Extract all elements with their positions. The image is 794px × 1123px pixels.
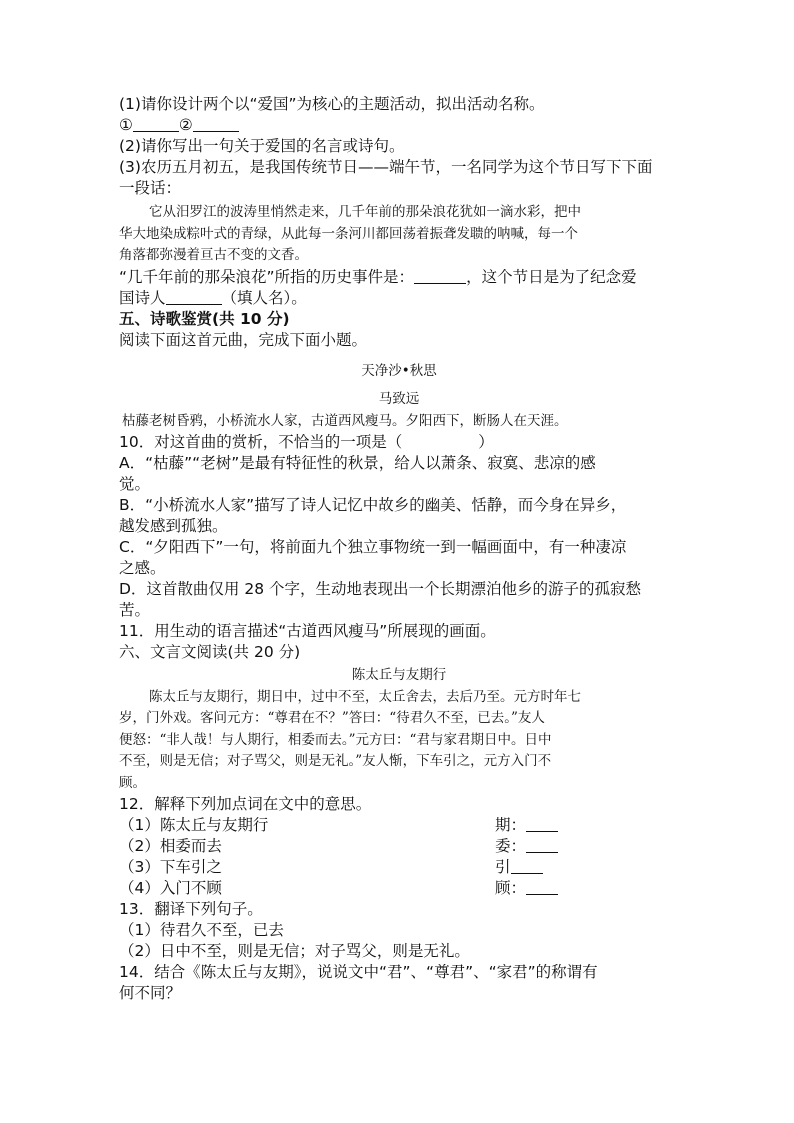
passage-line: 华大地染成粽叶式的青绿，从此每一条河川都回荡着振聋发聩的呐喊，每一个 [119, 225, 578, 242]
poem-author: 马致远 [378, 391, 420, 407]
q12-word-slot [495, 836, 558, 857]
q12-word: 引 [495, 858, 511, 876]
patriot-q3-line1: (3)农历五月初五，是我国传统节日——端午节，一名同学为这个节日写下下面 [119, 158, 653, 176]
q10-option-b: B．“小桥流水人家”描写了诗人记忆中故乡的幽美、恬静，而今身在异乡， [119, 496, 627, 514]
duanwu-passage [119, 202, 679, 267]
passage-line: 角落都弥漫着亘古不变的文香。 [119, 247, 308, 263]
fill-text: （填人名）。 [221, 288, 307, 307]
q13-item: （2）日中不至，则是无信；对子骂父，则是无礼。 [119, 942, 470, 960]
passage-line: 顾。 [119, 774, 146, 791]
q12-stem: 12．解释下列加点词在文中的意思。 [119, 795, 372, 813]
patriot-q2: (2)请你写出一句关于爱国的名言或诗句。 [119, 137, 405, 155]
patriot-q3-fill1 [119, 267, 679, 288]
q10-close-paren: ） [478, 433, 494, 451]
q13-stem: 13．翻译下列句子。 [119, 900, 263, 918]
q12-answer-blank[interactable] [511, 858, 543, 874]
fill-text: ，这个节日是为了纪念爱 [466, 267, 637, 286]
fill-text: 国诗人 [119, 288, 166, 307]
patriot-q3-fill2 [119, 288, 679, 309]
poet-name-blank[interactable] [166, 289, 222, 305]
q12-item [119, 836, 679, 857]
q12-answer-blank[interactable] [526, 837, 558, 853]
q12-word-slot [495, 878, 558, 899]
page-content [119, 94, 679, 1004]
q12-item-text: （3）下车引之 [119, 858, 222, 876]
q12-word-slot [495, 815, 558, 836]
passage-line: 便怒：“非人哉！与人期行，相委而去。”元方曰：“君与家君期日中。日中 [119, 731, 552, 748]
patriot-q1: (1)请你设计两个以“爱国”为核心的主题活动，拟出活动名称。 [119, 95, 545, 113]
q12-item-text: （4）入门不顾 [119, 879, 222, 897]
q13-item: （1）待君久不至，已去 [119, 921, 284, 939]
q12-answer-blank[interactable] [526, 879, 558, 895]
passage-line: 它从汨罗江的波涛里悄然走来，几千年前的那朵浪花犹如一滴水彩，把中 [149, 204, 581, 220]
classical-passage [119, 687, 679, 795]
q12-item-text: （2）相委而去 [119, 837, 222, 855]
blank-label-2: ② [178, 116, 193, 134]
passage-line: 陈太丘与友期行，期日中，过中不至，太丘舍去，去后乃至。元方时年七 [149, 688, 581, 705]
q10-option-c-cont: 之感。 [119, 559, 166, 577]
q12-word-slot [495, 857, 543, 878]
classical-passage-title: 陈太丘与友期行 [351, 667, 447, 683]
q12-word: 期： [495, 816, 527, 834]
q12-item [119, 878, 679, 899]
blank-label-1: ① [119, 116, 133, 134]
passage-line: 岁，门外戏。客问元方：“尊君在不？”答曰：“待君久不至，已去。”友人 [119, 710, 545, 726]
q14-line1: 14．结合《陈太丘与友期》，说说文中“君”、“尊君”、“家君”的称谓有 [119, 963, 598, 981]
q10-option-d-cont: 苦。 [119, 601, 151, 619]
q12-word: 委： [495, 837, 527, 855]
q12-item [119, 815, 679, 836]
q10-option-a: A．“枯藤”“老树”是最有特征性的秋景，给人以萧条、寂寞、悲凉的感 [119, 454, 596, 472]
q12-item-text: （1）陈太丘与友期行 [119, 816, 269, 834]
q10-stem-text: 10．对这首曲的赏析，不恰当的一项是（ [119, 433, 403, 451]
answer-blank-2[interactable] [193, 116, 239, 132]
poem-text: 枯藤老树昏鸦，小桥流水人家，古道西风瘦马。夕阳西下，断肠人在天涯。 [122, 412, 568, 429]
q11: 11．用生动的语言描述“古道西风瘦马”所展现的画面。 [119, 622, 496, 640]
q10-option-c: C．“夕阳西下”一句，将前面九个独立事物统一到一幅画面中，有一种凄凉 [119, 538, 627, 556]
q10-option-b-cont: 越发感到孤独。 [119, 517, 228, 535]
q12-item [119, 857, 679, 878]
q10-option-a-cont: 觉。 [119, 475, 151, 493]
passage-line: 不至，则是无信；对子骂父，则是无礼。”友人惭，下车引之，元方入门不 [119, 753, 552, 769]
answer-blank-1[interactable] [133, 116, 179, 132]
q14-line2: 何不同？ [119, 984, 182, 1002]
poem-title: 天净沙•秋思 [361, 362, 437, 379]
section-6-title: 六、文言文阅读(共 20 分) [119, 643, 301, 661]
poetry-instruction: 阅读下面这首元曲，完成下面小题。 [119, 330, 368, 349]
section-5-title: 五、诗歌鉴赏(共 10 分) [119, 309, 290, 328]
q10-stem [119, 432, 679, 453]
event-blank[interactable] [414, 268, 466, 284]
q12-word: 顾： [495, 879, 527, 897]
patriot-answer-blanks [119, 115, 679, 136]
q12-answer-blank[interactable] [526, 816, 558, 832]
patriot-q3-line2: 一段话： [119, 179, 182, 197]
q10-option-d: D．这首散曲仅用 28 个字，生动地表现出一个长期漂泊他乡的游子的孤寂愁 [119, 580, 642, 598]
fill-text: “几千年前的那朵浪花”所指的历史事件是： [119, 267, 415, 286]
